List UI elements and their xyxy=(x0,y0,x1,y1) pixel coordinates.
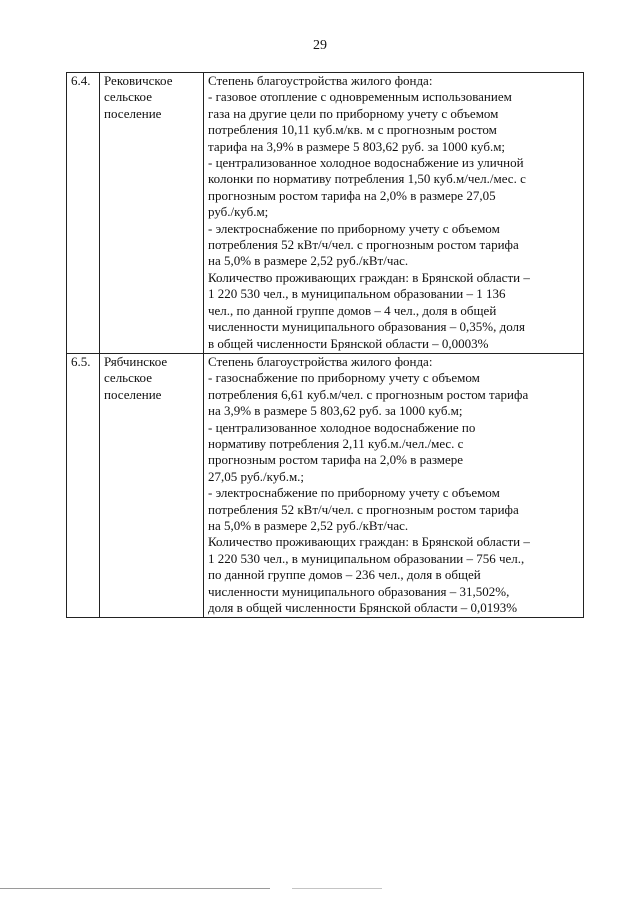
description-line: руб./куб.м; xyxy=(208,204,269,220)
row-number-cell: 6.5. xyxy=(67,353,100,618)
description-line: потребления 52 кВт/ч/чел. с прогнозным ростом тарифа xyxy=(208,501,519,517)
description-line: - электроснабжение по приборному учету с объемом xyxy=(208,485,500,501)
description-line: газа на другие цели по приборному учету с объемом xyxy=(208,105,499,121)
description-line: - централизованное холодное водоснабжение по xyxy=(208,419,476,435)
description-line: потребления 6,61 куб.м/чел. с прогнозным ростом тарифа xyxy=(208,386,529,402)
description-line: - газоснабжение по приборному учету с объемом xyxy=(208,370,480,386)
page-number: 29 xyxy=(313,38,327,53)
settlement-name-line: сельское xyxy=(104,370,152,386)
description-cell xyxy=(204,353,584,618)
description-line: на 5,0% в размере 2,52 руб./кВт/час. xyxy=(208,517,409,533)
description-line: 1 220 530 чел., в муниципальном образовании – 1 136 xyxy=(208,286,506,302)
description-line: потребления 10,11 куб.м/кв. м с прогнозным ростом xyxy=(208,122,497,138)
table-body xyxy=(67,73,584,618)
scan-artifact-line xyxy=(0,888,270,889)
description-line: численности муниципального образования – 0,35%, доля xyxy=(208,319,526,335)
description-line: в общей численности Брянской области – 0,0003% xyxy=(208,335,489,351)
description-line: Степень благоустройства жилого фонда: xyxy=(208,353,433,369)
table-row xyxy=(67,353,584,618)
description-line: Количество проживающих граждан: в Брянской области – xyxy=(208,534,530,550)
settlement-name-line: поселение xyxy=(104,386,162,402)
description-line: численности муниципального образования – 31,502%, xyxy=(208,583,510,599)
settlement-name-line: Рябчинское xyxy=(104,353,168,369)
description-line: на 3,9% в размере 5 803,62 руб. за 1000 куб.м; xyxy=(208,403,463,419)
description-line: нормативу потребления 2,11 куб.м./чел./мес. с xyxy=(208,435,464,451)
description-line: тарифа на 3,9% в размере 5 803,62 руб. за 1000 куб.м; xyxy=(208,138,506,154)
description-line: потребления 52 кВт/ч/чел. с прогнозным ростом тарифа xyxy=(208,237,519,253)
description-line: - газовое отопление с одновременным использованием xyxy=(208,89,512,105)
description-line: чел., по данной группе домов – 4 чел., доля в общей xyxy=(208,302,497,318)
scan-artifact-line xyxy=(292,888,382,889)
description-line: доля в общей численности Брянской области – 0,0193% xyxy=(208,600,518,615)
settlement-name-line: поселение xyxy=(104,105,162,121)
description-line: 27,05 руб./куб.м.; xyxy=(208,468,305,484)
settlements-table xyxy=(66,72,584,618)
description-line: - централизованное холодное водоснабжение из уличной xyxy=(208,155,524,171)
description-line: колонки по нормативу потребления 1,50 куб.м/чел./мес. с xyxy=(208,171,526,187)
table-row xyxy=(67,73,584,354)
settlement-name-cell xyxy=(100,353,204,618)
description-line: 1 220 530 чел., в муниципальном образовании – 756 чел., xyxy=(208,550,525,566)
description-line: Степень благоустройства жилого фонда: xyxy=(208,73,433,88)
description-line: по данной группе домов – 236 чел., доля в общей xyxy=(208,567,481,583)
description-cell xyxy=(204,73,584,354)
description-line: прогнозным ростом тарифа на 2,0% в размере 27,05 xyxy=(208,187,496,203)
description-line: - электроснабжение по приборному учету с объемом xyxy=(208,220,500,236)
description-line: Количество проживающих граждан: в Брянской области – xyxy=(208,269,530,285)
settlement-name-line: Рековичское xyxy=(104,73,173,88)
settlement-name-line: сельское xyxy=(104,89,152,105)
settlement-name-cell xyxy=(100,73,204,354)
description-line: на 5,0% в размере 2,52 руб./кВт/час. xyxy=(208,253,409,269)
row-number-cell: 6.4. xyxy=(67,73,100,354)
description-line: прогнозным ростом тарифа на 2,0% в размере xyxy=(208,452,464,468)
